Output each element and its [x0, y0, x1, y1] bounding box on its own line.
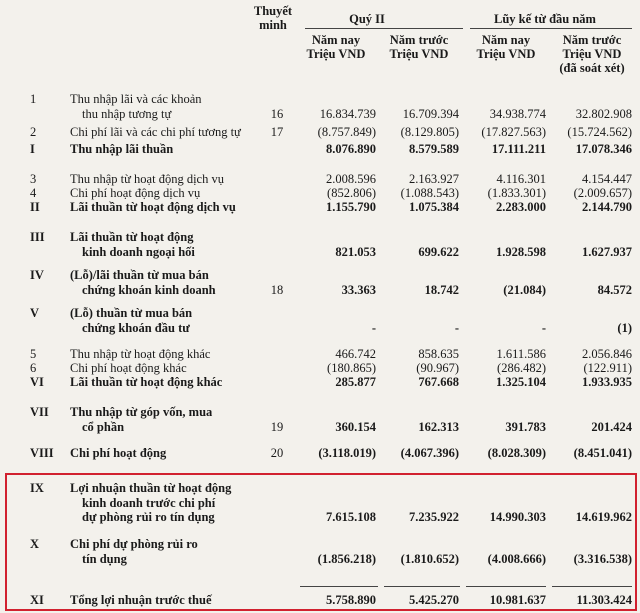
value-cell: (15.724.562)	[567, 125, 632, 139]
row-number: III	[30, 230, 45, 244]
row-number: II	[30, 200, 40, 214]
value-cell: (122.911)	[583, 361, 632, 375]
row-label: tín dụng	[82, 551, 127, 566]
value-cell: -	[541, 320, 546, 335]
note-ref: 16	[270, 106, 284, 121]
value-cell: (286.482)	[497, 361, 546, 375]
row-label: Lãi thuần từ hoạt động	[70, 230, 194, 244]
group-header-quarter: Quý II	[349, 12, 385, 26]
value-cell: 17.111.211	[491, 142, 546, 156]
value-cell: 2.283.000	[496, 200, 546, 214]
value-cell: 5.425.270	[409, 593, 459, 607]
note-column-header: minh	[259, 18, 287, 32]
value-cell: (1.088.543)	[400, 186, 459, 200]
row-number: 5	[30, 347, 37, 361]
value-cell: 858.635	[418, 347, 459, 361]
column-header: Năm trước	[389, 33, 449, 47]
note-column-header: Thuyết	[253, 4, 293, 18]
value-cell: (3.118.019)	[318, 446, 376, 460]
row-label: chứng khoán đầu tư	[82, 320, 190, 335]
value-cell: 201.424	[591, 419, 632, 434]
value-cell: 1.933.935	[582, 375, 632, 389]
value-cell: (1.856.218)	[317, 551, 376, 566]
row-label: Thu nhập từ hoạt động dịch vụ	[70, 172, 224, 186]
note-ref: 17	[270, 125, 284, 139]
group-header-ytd: Lũy kế từ đầu năm	[494, 12, 596, 26]
row-label: Chi phí dự phòng rủi ro	[70, 537, 198, 551]
value-cell: 466.742	[335, 347, 376, 361]
row-label: kinh doanh trước chi phí	[82, 495, 216, 510]
row-number: 1	[30, 92, 37, 106]
column-header: Triệu VND	[389, 47, 449, 61]
value-cell: (2.009.657)	[573, 186, 632, 200]
value-cell: 1.155.790	[326, 200, 376, 214]
value-cell: (3.316.538)	[573, 551, 632, 566]
value-cell: 11.303.424	[576, 593, 632, 607]
value-cell: (1)	[617, 320, 632, 335]
column-header: Năm nay	[311, 33, 361, 47]
row-label: (Lỗ) thuần từ mua bán	[70, 306, 193, 320]
value-cell: (17.827.563)	[481, 125, 546, 139]
row-label: Chi phí hoạt động khác	[70, 361, 187, 375]
note-ref: 20	[270, 446, 284, 460]
value-cell: 14.619.962	[575, 510, 632, 524]
value-cell: 699.622	[418, 244, 459, 259]
row-number: V	[30, 306, 40, 320]
column-header: Triệu VND	[562, 47, 622, 61]
value-cell: 2.144.790	[582, 200, 632, 214]
row-label: Thu nhập lãi và các khoản	[70, 92, 202, 106]
value-cell: (4.067.396)	[400, 446, 459, 460]
row-label: Thu nhập từ góp vốn, mua	[70, 405, 213, 419]
value-cell: 360.154	[335, 419, 376, 434]
value-cell: 1.611.586	[496, 347, 546, 361]
value-cell: 14.990.303	[489, 510, 546, 524]
value-cell: 7.615.108	[326, 510, 376, 524]
row-number: 6	[30, 361, 37, 375]
row-number: X	[30, 537, 40, 551]
row-label: Thu nhập lãi thuần	[70, 142, 174, 156]
value-cell: (8.028.309)	[487, 446, 546, 460]
value-cell: 2.056.846	[582, 347, 632, 361]
value-cell: 17.078.346	[575, 142, 632, 156]
value-cell: -	[454, 320, 459, 335]
row-label: chứng khoán kinh doanh	[82, 282, 216, 297]
column-header: Năm trước	[562, 33, 622, 47]
value-cell: (90.967)	[416, 361, 459, 375]
value-cell: 18.742	[424, 282, 459, 297]
column-header: Triệu VND	[476, 47, 536, 61]
row-number: IX	[30, 481, 44, 495]
value-cell: 33.363	[341, 282, 376, 297]
value-cell: 821.053	[335, 244, 376, 259]
row-number: VIII	[30, 446, 54, 460]
value-cell: 84.572	[597, 282, 632, 297]
row-label: Tổng lợi nhuận trước thuế	[70, 593, 212, 607]
value-cell: 8.076.890	[326, 142, 376, 156]
value-cell: 34.938.774	[489, 106, 546, 121]
value-cell: 285.877	[335, 375, 376, 389]
value-cell: (4.008.666)	[487, 551, 546, 566]
value-cell: 5.758.890	[326, 593, 376, 607]
column-header: Triệu VND	[306, 47, 366, 61]
value-cell: 7.235.922	[409, 510, 459, 524]
value-cell: (8.757.849)	[317, 125, 376, 139]
row-label: thu nhập tương tự	[82, 106, 172, 121]
row-label: Thu nhập từ hoạt động khác	[70, 347, 211, 361]
value-cell: -	[371, 320, 376, 335]
value-cell: 1.928.598	[496, 244, 546, 259]
row-number: VII	[30, 405, 49, 419]
row-label: cổ phần	[82, 419, 125, 434]
row-label: Lãi thuần từ hoạt động khác	[70, 375, 223, 389]
value-cell: 8.579.589	[409, 142, 459, 156]
value-cell: 2.163.927	[409, 172, 459, 186]
column-header: Năm nay	[481, 33, 531, 47]
value-cell: 162.313	[418, 419, 459, 434]
row-number: VI	[30, 375, 44, 389]
row-number: I	[30, 142, 35, 156]
row-label: (Lỗ)/lãi thuần từ mua bán	[70, 268, 209, 282]
group-underline	[305, 28, 463, 29]
value-cell: 16.834.739	[319, 106, 376, 121]
highlight-box	[5, 473, 637, 611]
note-ref: 18	[270, 282, 284, 297]
value-cell: 1.627.937	[582, 244, 632, 259]
row-label: dự phòng rủi ro tín dụng	[82, 510, 215, 524]
value-cell: 10.981.637	[489, 593, 546, 607]
value-cell: 4.116.301	[496, 172, 546, 186]
row-label: Chi phí hoạt động	[70, 446, 167, 460]
value-cell: 16.709.394	[402, 106, 459, 121]
value-cell: 32.802.908	[575, 106, 632, 121]
value-cell: (1.833.301)	[487, 186, 546, 200]
value-cell: (8.451.041)	[573, 446, 632, 460]
row-label: Lợi nhuận thuần từ hoạt động	[70, 481, 232, 495]
column-header: (đã soát xét)	[559, 61, 625, 75]
value-cell: 1.075.384	[409, 200, 459, 214]
row-label: Chi phí lãi và các chi phí tương tự	[70, 125, 241, 139]
value-cell: 1.325.104	[496, 375, 546, 389]
row-number: 2	[30, 125, 37, 139]
row-label: kinh doanh ngoại hối	[82, 244, 195, 259]
value-cell: 4.154.447	[582, 172, 632, 186]
value-cell: (852.806)	[327, 186, 376, 200]
group-underline	[470, 28, 632, 29]
row-number: XI	[30, 593, 44, 607]
value-cell: (8.129.805)	[400, 125, 459, 139]
value-cell: (180.865)	[327, 361, 376, 375]
value-cell: 391.783	[505, 419, 546, 434]
row-label: Chi phí hoạt động dịch vụ	[70, 186, 201, 200]
value-cell: (21.084)	[503, 282, 546, 297]
row-number: 4	[30, 186, 37, 200]
note-ref: 19	[270, 419, 284, 434]
value-cell: 2.008.596	[326, 172, 376, 186]
row-number: 3	[30, 172, 37, 186]
value-cell: (1.810.652)	[400, 551, 459, 566]
row-number: IV	[30, 268, 44, 282]
row-label: Lãi thuần từ hoạt động dịch vụ	[70, 200, 236, 214]
value-cell: 767.668	[418, 375, 459, 389]
